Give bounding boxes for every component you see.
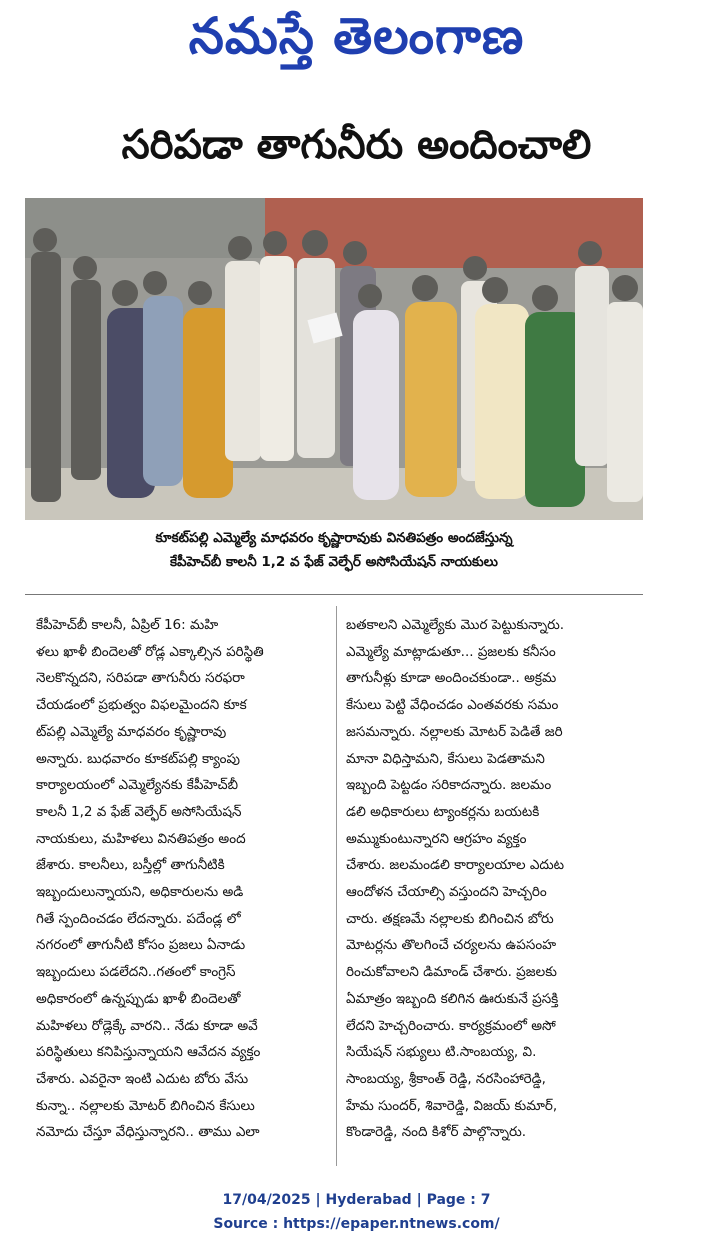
- article-line: మానా విధిస్తామని, కేసులు పెడతామని: [346, 750, 545, 767]
- article-line: ళలు ఖాళీ బిందెలతో రోడ్ల ఎక్కాల్సిన పరిస్థితి: [36, 643, 264, 660]
- article-line: కున్నా.. నల్లాలకు మోటర్ బిగించిన కేసులు: [36, 1097, 255, 1114]
- footer-source-line: Source : https://epaper.ntnews.com/: [213, 1216, 500, 1232]
- article-line: ట్‌పల్లి ఎమ్మెల్యే మాధవరం కృష్ణారావు: [36, 723, 227, 740]
- article-line: పరిస్థితులు కనిపిస్తున్నాయని ఆవేదన వ్యక్తం: [36, 1044, 261, 1061]
- article-line: లేదని హెచ్చరించారు. కార్యక్రమంలో అసో: [346, 1017, 556, 1034]
- group-photo-illustration: [25, 198, 643, 520]
- article-line: కొండారెడ్డి, నంది కిశోర్ పాల్గొన్నారు.: [346, 1124, 527, 1141]
- article-line: చేశారు. జలమండలి కార్యాలయాల ఎదుట: [346, 857, 565, 874]
- article-line: కేపీహెచ్‌బీ కాలనీ, ఏప్రిల్ 16: మహి: [36, 617, 219, 633]
- article-line: అన్నారు. బుధవారం కూకట్‌పల్లి క్యాంపు: [36, 750, 240, 767]
- caption-line-2: కేపీహెచ్‌బీ కాలనీ 1,2 వ ఫేజ్ వెల్ఫేర్ అసోసియేషన్ నాయకులు: [170, 554, 498, 570]
- article-line: మోటర్లను తొలగించే చర్యలను ఉపసంహ: [346, 937, 557, 954]
- photo-caption: [25, 526, 643, 574]
- article-line: కాలనీ 1,2 వ ఫేజ్ వెల్ఫేర్ అసోసియేషన్: [36, 803, 242, 820]
- article-line: రించుకోవాలని డిమాండ్ చేశారు. ప్రజలకు: [346, 964, 557, 981]
- article-line: డలి అధికారులు ట్యాంకర్లను బయటకి: [346, 803, 540, 820]
- article-line: జసమన్నారు. నల్లాలకు మోటర్ పెడితే జరి: [346, 723, 563, 740]
- article-line: నెలకొన్నదని, సరిపడా తాగునీరు సరఫరా: [36, 670, 245, 687]
- article-line: ఇబ్బందులున్నాయని, అధికారులను అడి: [36, 884, 244, 901]
- article-line: సాంబయ్య, శ్రీకాంత్ రెడ్డి, నరసింహారెడ్డి,: [346, 1070, 546, 1087]
- article-line: కార్యాలయంలో ఎమ్మెల్యేనకు కేపీహెచ్‌బీ: [36, 777, 239, 794]
- article-line: గితే స్పందించడం లేదన్నారు. పదేండ్ల లో: [36, 910, 241, 927]
- article-line: చారు. తక్షణమే నల్లాలకు బిగించిన బోరు: [346, 910, 554, 927]
- article-line: నాయకులు, మహిళలు వినతిపత్రం అంద: [36, 830, 246, 847]
- masthead-title: నమస్తే తెలంగాణ: [188, 7, 525, 65]
- article-line: మహిళలు రోడ్లెక్కే వారని.. నేడు కూడా అవే: [36, 1017, 258, 1034]
- masthead: [0, 0, 713, 80]
- caption-line-1: కూకట్‌పల్లి ఎమ్మెల్యే మాధవరం కృష్ణారావుకు వినతిపత్రం అందజేస్తున్న: [155, 530, 513, 546]
- article-line: బతకాలని ఎమ్మెల్యేకు మొర పెట్టుకున్నారు.: [346, 617, 565, 633]
- article-line: కేసులు పెట్టి వేధించడం ఎంతవరకు సమం: [346, 697, 559, 714]
- footer-date-line: 17/04/2025 | Hyderabad | Page : 7: [222, 1192, 491, 1208]
- article-line: చేయడంలో ప్రభుత్వం విఫలమైందని కూక: [36, 697, 247, 714]
- article-line: ఇబ్బందులు పడలేదని..గతంలో కాంగ్రెస్: [36, 964, 236, 981]
- article-line: ఏమాత్రం ఇబ్బంది కలిగిన ఊరుకునే ప్రసక్తి: [346, 990, 559, 1007]
- article-column-left: [36, 612, 329, 1146]
- article-line: చేశారు. ఎవరైనా ఇంటి ఎదుట బోరు వేసు: [36, 1070, 249, 1087]
- article-line: ఎమ్మెల్యే మాట్లాడుతూ... ప్రజలకు కనీసం: [346, 643, 556, 660]
- article-line: నగరంలో తాగునీటి కోసం ప్రజలు ఏనాడు: [36, 937, 246, 954]
- article-line: జేశారు. కాలనీలు, బస్తీల్లో తాగునీటికి: [36, 857, 225, 874]
- headline: సరిపడా తాగునీరు అందించాలి: [121, 122, 592, 168]
- news-photo: [25, 198, 643, 520]
- article-line: ఇబ్బంది పెట్టడం సరికాదన్నారు. జలమం: [346, 777, 552, 794]
- article-line: అధికారంలో ఉన్నప్పుడు ఖాళీ బిందెలతో: [36, 990, 241, 1007]
- article-column-right: [346, 612, 639, 1146]
- article-line: హేమ సుందర్, శివారెడ్డి, విజయ్ కుమార్,: [346, 1097, 558, 1114]
- article-line: తాగునీళ్లు కూడా అందించకుండా.. అక్రమ: [346, 670, 557, 687]
- caption-rule: [25, 594, 643, 595]
- article-line: నమోదు చేస్తూ వేధిస్తున్నారని.. తాము ఎలా: [36, 1124, 260, 1141]
- article-line: అమ్ముకుంటున్నారని ఆగ్రహం వ్యక్తం: [346, 830, 527, 847]
- article-line: ఆందోళన చేయాల్సి వస్తుందని హెచ్చరిం: [346, 884, 547, 901]
- column-divider: [336, 606, 337, 1166]
- article-line: సియేషన్ సభ్యులు టి.సాంబయ్య, వి.: [346, 1044, 537, 1061]
